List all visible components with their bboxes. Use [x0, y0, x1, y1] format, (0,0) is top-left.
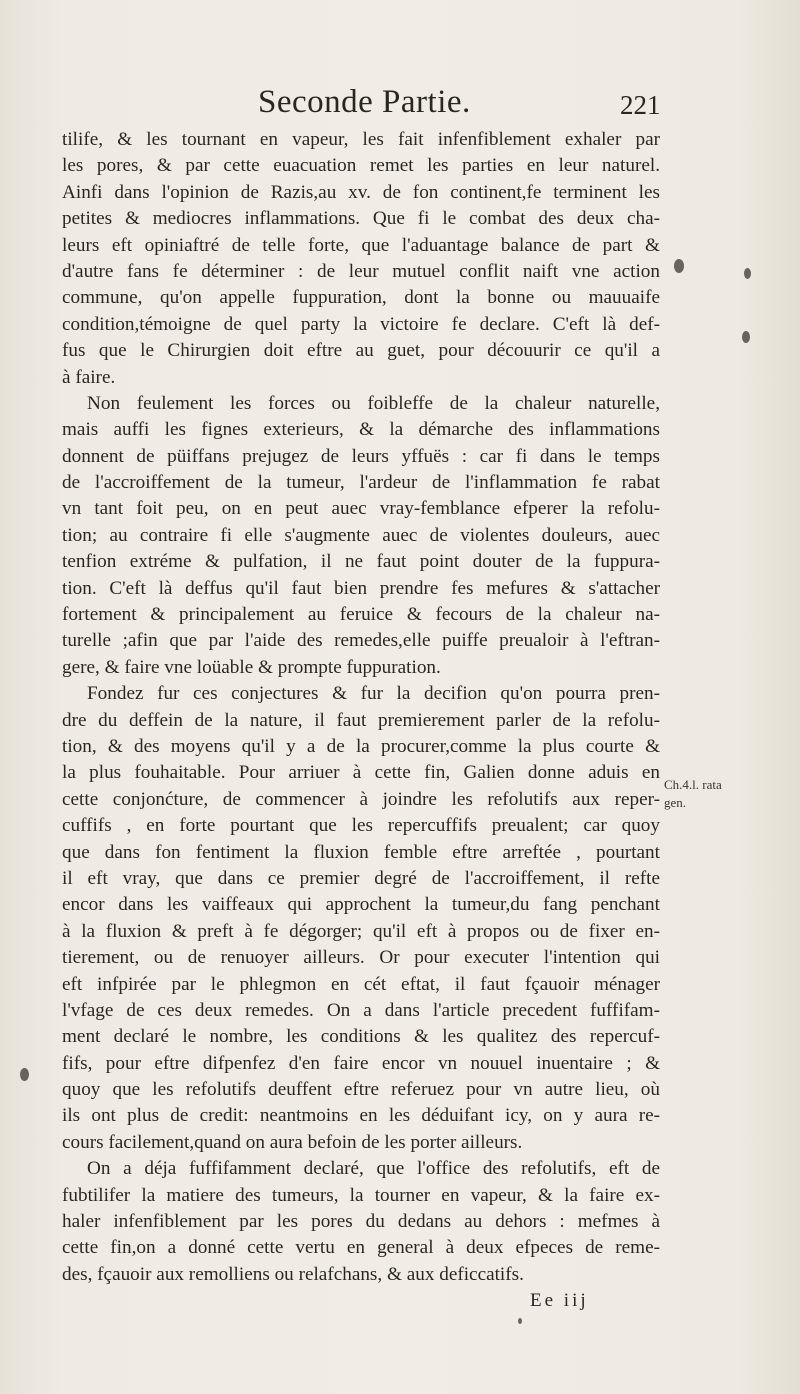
text-line: vn tant foit peu, on en peut auec vray-femblance efperer la refolu- — [62, 498, 660, 520]
text-line: donnent de püiffans prejugez de leurs yffuës : car fi dans le temps — [62, 445, 660, 467]
margin-note-reference: Ch.4.l. rata — [664, 777, 722, 792]
text-line: ils ont plus de credit: neantmoins en les déduifant icy, on y aura re- — [62, 1105, 660, 1127]
ink-blot — [518, 1318, 522, 1324]
text-line: tilife, & les tournant en vapeur, les fait infenfiblement exhaler par — [62, 129, 660, 150]
text-line: à faire. — [62, 366, 116, 388]
text-line: On a déja fuffifamment declaré, que l'office des refolutifs, eft de — [87, 1158, 660, 1180]
text-line: leurs eft opiniaftré de telle forte, que l'aduantage balance de part & — [62, 234, 660, 256]
text-line: les pores, & par cette euacuation remet les parties en leur naturel. — [62, 155, 660, 177]
text-line: cuffifs , en forte pourtant que les repercuffifs preualent; car quoy — [62, 815, 660, 837]
text-line: d'autre fans fe déterminer : de leur mutuel conflit naift vne action — [62, 260, 660, 282]
text-line: turelle ;afin que par l'aide des remedes,elle puiffe preualoir à l'eftran- — [62, 630, 660, 652]
text-line: fubtilifer la matiere des tumeurs, la tourner en vapeur, & la faire ex- — [62, 1184, 660, 1206]
text-line: cours facilement,quand on aura befoin de les porter ailleurs. — [62, 1131, 523, 1153]
text-line: tierement, ou de renuoyer ailleurs. Or pour executer l'intention qui — [62, 947, 660, 969]
text-line: condition,témoigne de quel party la victoire fe declare. C'eft là def- — [62, 313, 660, 335]
text-line: fifs, pour eftre difpenfez d'en faire encor vn nouuel inuentaire ; & — [62, 1052, 660, 1074]
ink-blot — [674, 259, 684, 273]
text-line: des, fçauoir aux remolliens ou relafchans, & aux deficcatifs. — [62, 1263, 524, 1285]
text-line: l'vfage de ces deux remedes. On a dans l'article precedent fuffifam- — [62, 999, 660, 1021]
text-line: Fondez fur ces conjectures & fur la decifion qu'on pourra pren- — [87, 683, 660, 705]
text-line: tion; au contraire fi elle s'augmente auec de violentes douleurs, auec — [62, 524, 660, 546]
ink-blot — [744, 268, 751, 279]
text-line: haler infenfiblement par les pores du dedans au dehors : mefmes à — [62, 1211, 660, 1233]
text-line: fus que le Chirurgien doit eftre au guet, pour découurir ce qu'il a — [62, 340, 660, 362]
text-line: eft infpirée par le phlegmon en cét eftat, il faut fçauoir ménager — [62, 973, 660, 995]
text-line: cette fin,on a donné cette vertu en general à deux efpeces de reme- — [62, 1237, 660, 1259]
signature-mark: Ee iij — [530, 1290, 589, 1311]
page-header — [0, 84, 800, 128]
ink-blot — [742, 331, 750, 343]
text-line: tion, & des moyens qu'il y a de la procurer,comme la plus courte & — [62, 735, 660, 757]
text-line: fortement & principalement au feruice & fecours de la chaleur na- — [62, 604, 660, 626]
text-line: que dans fon fentiment la fluxion femble eftre arreftée , pourtant — [62, 841, 660, 863]
text-line: mais auffi les fignes exterieurs, & la démarche des inflammations — [62, 419, 660, 441]
text-line: de l'accroiffement de la tumeur, l'ardeur de l'inflammation fe rabat — [62, 472, 660, 494]
text-line: tenfion extréme & pulfation, il ne faut point douter de la fuppura- — [62, 551, 660, 573]
text-line: quoy que les refolutifs deuffent eftre referuez pour vn autre lieu, où — [62, 1079, 660, 1101]
text-line: tion. C'eft là deffus qu'il faut bien prendre fes mefures & s'attacher — [62, 577, 660, 599]
text-line: commune, qu'on appelle fuppuration, dont la bonne ou mauuaife — [62, 287, 660, 309]
running-title: Seconde Partie. — [258, 84, 471, 120]
body-text — [62, 127, 660, 1288]
text-line: la plus fouhaitable. Pour arriuer à cette fin, Galien donne aduis en — [62, 762, 660, 784]
text-line: ment declaré le nombre, les conditions & les qualitez des repercuf- — [62, 1026, 660, 1048]
text-line: il eft vray, que dans ce premier degré de l'accroiffement, il refte — [62, 867, 660, 889]
text-line: à la fluxion & preft à fe dégorger; qu'il eft à propos ou de fixer en- — [62, 920, 660, 942]
page-number: 221 — [620, 90, 661, 120]
text-line: Ainfi dans l'opinion de Razis,au xv. de fon continent,fe terminent les — [62, 181, 660, 203]
text-line: Non feulement les forces ou foibleffe de la chaleur naturelle, — [87, 392, 660, 414]
text-line: gere, & faire vne loüable & prompte fuppuration. — [62, 656, 441, 678]
margin-note-reference-cont: gen. — [664, 795, 687, 810]
text-line: dre du deffein de la nature, il faut premierement parler de la refolu- — [62, 709, 660, 731]
text-line: petites & mediocres inflammations. Que fi le combat des deux cha- — [62, 208, 660, 230]
text-line: cette conjonćture, de commencer à joindre les refolutifs aux reper- — [62, 788, 660, 810]
text-line: encor dans les vaiffeaux qui approchent la tumeur,du fang penchant — [62, 894, 660, 916]
ink-blot — [20, 1068, 29, 1081]
